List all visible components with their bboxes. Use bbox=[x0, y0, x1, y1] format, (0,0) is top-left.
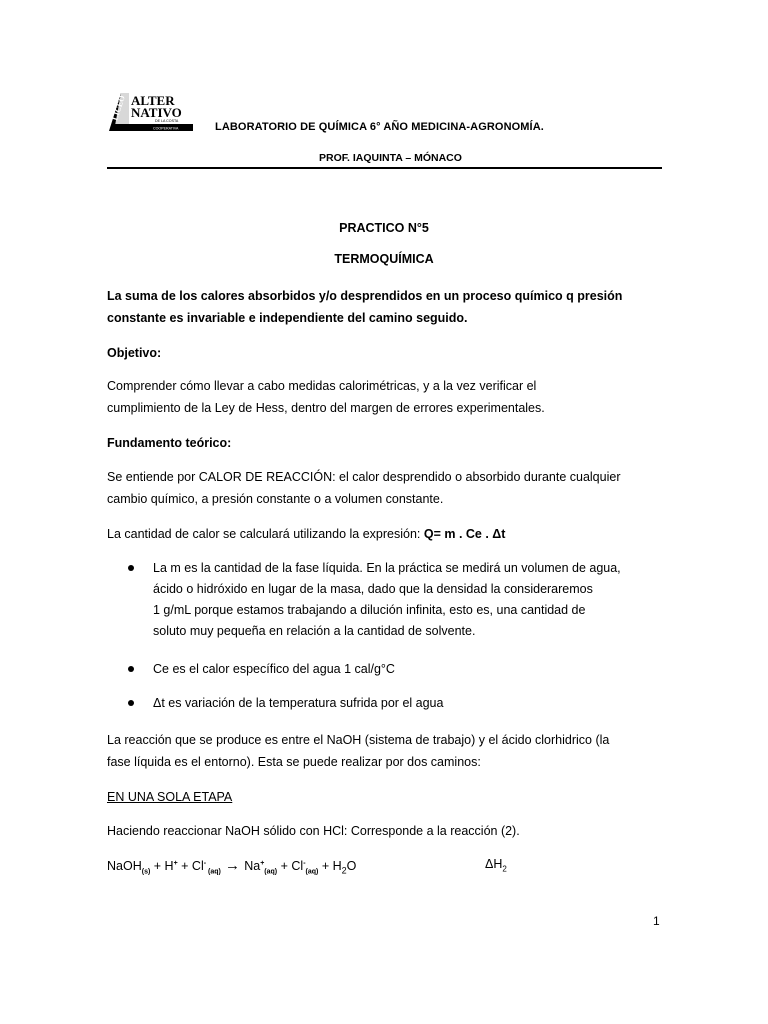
formula-line: La cantidad de calor se calculará utilizando la expresión: Q= m . Ce . Δt bbox=[107, 527, 506, 541]
intro-statement: La suma de los calores absorbidos y/o desprendidos en un proceso químico q presión constante es invariable e independiente del camino seguido. bbox=[107, 289, 623, 325]
bullet-specific-heat: Ce es el calor específico del agua 1 cal/g°C bbox=[128, 659, 668, 681]
page-number: 1 bbox=[653, 914, 660, 928]
bullet-icon bbox=[128, 565, 134, 571]
professor-line: PROF. IAQUINTA – MÓNACO bbox=[319, 152, 462, 164]
svg-text:DE LA COSTA: DE LA COSTA bbox=[155, 119, 179, 123]
topic-heading: TERMOQUÍMICA bbox=[334, 252, 434, 266]
bullet-icon bbox=[128, 700, 134, 706]
theory-heading: Fundamento teórico: bbox=[107, 436, 232, 450]
theory-text: Se entiende por CALOR DE REACCIÓN: el calor desprendido o absorbido durante cualquier cambio químico, a presión constante o a volumen constante. bbox=[107, 470, 621, 506]
bullet-delta-t: Δt es variación de la temperatura sufrida por el agua bbox=[128, 693, 668, 715]
header-divider bbox=[107, 167, 662, 169]
enthalpy-label: $\Delta H_2$ bbox=[485, 857, 507, 874]
section-text: Haciendo reaccionar NaOH sólido con HCl: Corresponde a la reacción (2). bbox=[107, 824, 520, 838]
practice-number: PRACTICO N°5 bbox=[339, 221, 429, 235]
reaction-arrow-icon: → bbox=[220, 857, 245, 874]
svg-text:LICEO: LICEO bbox=[110, 94, 127, 122]
svg-text:COOPERATIVA: COOPERATIVA bbox=[153, 126, 179, 131]
lab-title: LABORATORIO DE QUÍMICA 6° AÑO MEDICINA-AGRONOMÍA. bbox=[215, 121, 544, 133]
svg-text:ALTER: ALTER bbox=[131, 93, 175, 108]
bullet-icon bbox=[128, 666, 134, 672]
heat-formula: Q= m . Ce . Δt bbox=[423, 527, 506, 541]
liceo-alternativo-logo bbox=[107, 91, 194, 133]
bullet-mass: La m es la cantidad de la fase líquida. En la práctica se medirá un volumen de agua, ácido o hidróxido en lugar de la masa, dado que la densidad la consideraremos 1 g/mL porque estamos trabajando a dilución infinita, esto es, una cantidad de soluto muy pequeña en relación a la cantidad de solvente. bbox=[128, 558, 668, 646]
reaction-description: La reacción que se produce es entre el NaOH (sistema de trabajo) y el ácido clorhidrico (la fase líquida es el entorno). Esta se puede realizar por dos caminos: bbox=[107, 733, 610, 769]
objective-heading: Objetivo: bbox=[107, 346, 162, 360]
svg-text:NATIVO: NATIVO bbox=[131, 105, 182, 120]
objective-text: Comprender cómo llevar a cabo medidas calorimétricas, y a la vez verificar el cumplimiento de la Ley de Hess, dentro del margen de errores experimentales. bbox=[107, 379, 545, 415]
chemical-equation: NaOH$_{(s)}$ + H+ + Cl- $_{(aq)} \to Na^+_{(aq)} + Cl^-_{(aq)} + H_2O$ bbox=[107, 857, 357, 876]
section-title: EN UNA SOLA ETAPA bbox=[107, 790, 233, 804]
